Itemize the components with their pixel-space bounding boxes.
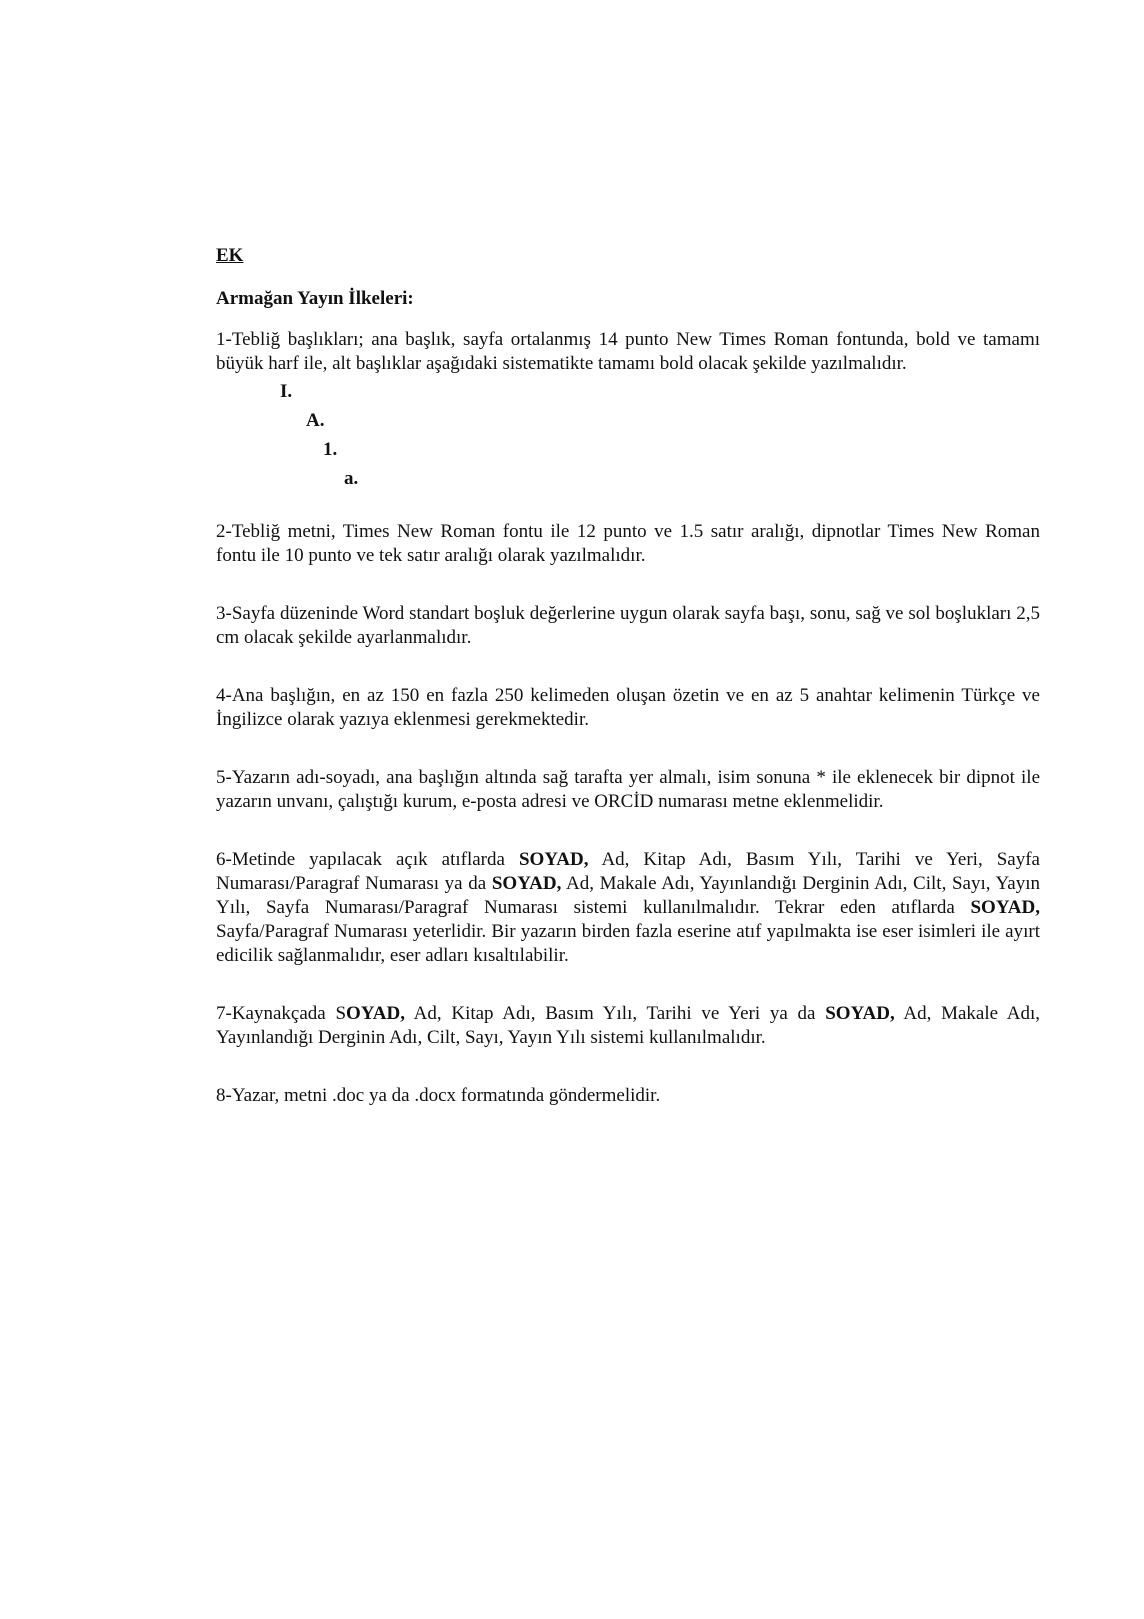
rule-6-bold: SOYAD,: [491, 873, 562, 894]
rule-2: 2-Tebliğ metni, Times New Roman fontu ile 12 punto ve 1.5 satır aralığı, dipnotlar Times New Roman fontu ile 10 punto ve tek satır aralığı olarak yazılmalıdır.: [216, 521, 1040, 566]
rule-6-text: Sayfa/Paragraf Numarası yeterlidir. Bir yazarın birden fazla eserine atıf yapılmakta ise eser isimleri ile ayırt edicilik sağlanmalıdır, eser adları kısaltılabilir.: [216, 921, 1040, 966]
rule-7-text: 7-Kaynakçada S: [216, 1003, 347, 1024]
rule-7-text: Ad, Kitap Adı, Basım Yılı, Tarihi ve Yeri ya da: [404, 1003, 826, 1024]
rule-1: 1-Tebliğ başlıkları; ana başlık, sayfa ortalanmış 14 punto New Times Roman fontunda, bold ve tamamı büyük harf ile, alt başlıklar aşağıdaki sistematikte tamamı bold olacak şekilde yazılmalıdır.: [216, 329, 1040, 374]
document-page: [216, 244, 1040, 1108]
rule-7: [216, 1002, 1040, 1050]
rule-6: [216, 848, 1040, 968]
rule-3: 3-Sayfa düzeninde Word standart boşluk değerlerine uygun olarak sayfa başı, sonu, sağ ve sol boşlukları 2,5 cm olacak şekilde ayarlanmalıdır.: [216, 603, 1040, 648]
outline-level-2: A.: [306, 410, 325, 431]
rule-6-text: Ad, Makale Adı, Yayınlandığı Derginin Adı, Cilt, Sayı, Yayın Yılı, Sayfa Numarası/Paragraf Numarası sistemi kullanılmalıdır. Tekrar eden atıflarda: [216, 873, 1040, 918]
rule-7-bold: OYAD,: [346, 1003, 405, 1024]
outline-level-4: a.: [344, 468, 359, 489]
rule-8: 8-Yazar, metni .doc ya da .docx formatında göndermelidir.: [216, 1085, 661, 1106]
rule-7-text: Ad, Makale Adı, Yayınlandığı Derginin Adı, Cilt, Sayı, Yayın Yılı sistemi kullanılmalıdır.: [216, 1003, 1041, 1048]
outline-level-1: I.: [280, 381, 293, 402]
rule-6-text: Ad, Kitap Adı, Basım Yılı, Tarihi ve Yeri, Sayfa Numarası/Paragraf Numarası ya da: [216, 849, 1040, 894]
rule-6-bold: SOYAD,: [518, 849, 589, 870]
document-title: Armağan Yayın İlkeleri:: [216, 288, 414, 309]
appendix-heading: EK: [216, 245, 244, 266]
rule-5: 5-Yazarın adı-soyadı, ana başlığın altında sağ tarafta yer almalı, isim sonuna * ile eklenecek bir dipnot ile yazarın unvanı, çalıştığı kurum, e-posta adresi ve ORCİD numarası metne eklenmelidir.: [216, 767, 1040, 812]
rule-7-bold: SOYAD,: [825, 1003, 895, 1024]
outline-level-3: 1.: [323, 439, 338, 460]
rule-6-text: 6-Metinde yapılacak açık atıflarda: [216, 849, 519, 870]
rule-4: 4-Ana başlığın, en az 150 en fazla 250 kelimeden oluşan özetin ve en az 5 anahtar kelimenin Türkçe ve İngilizce olarak yazıya eklenmesi gerekmektedir.: [216, 685, 1040, 730]
heading-outline: [216, 380, 1040, 490]
rule-6-bold: SOYAD,: [970, 897, 1040, 918]
